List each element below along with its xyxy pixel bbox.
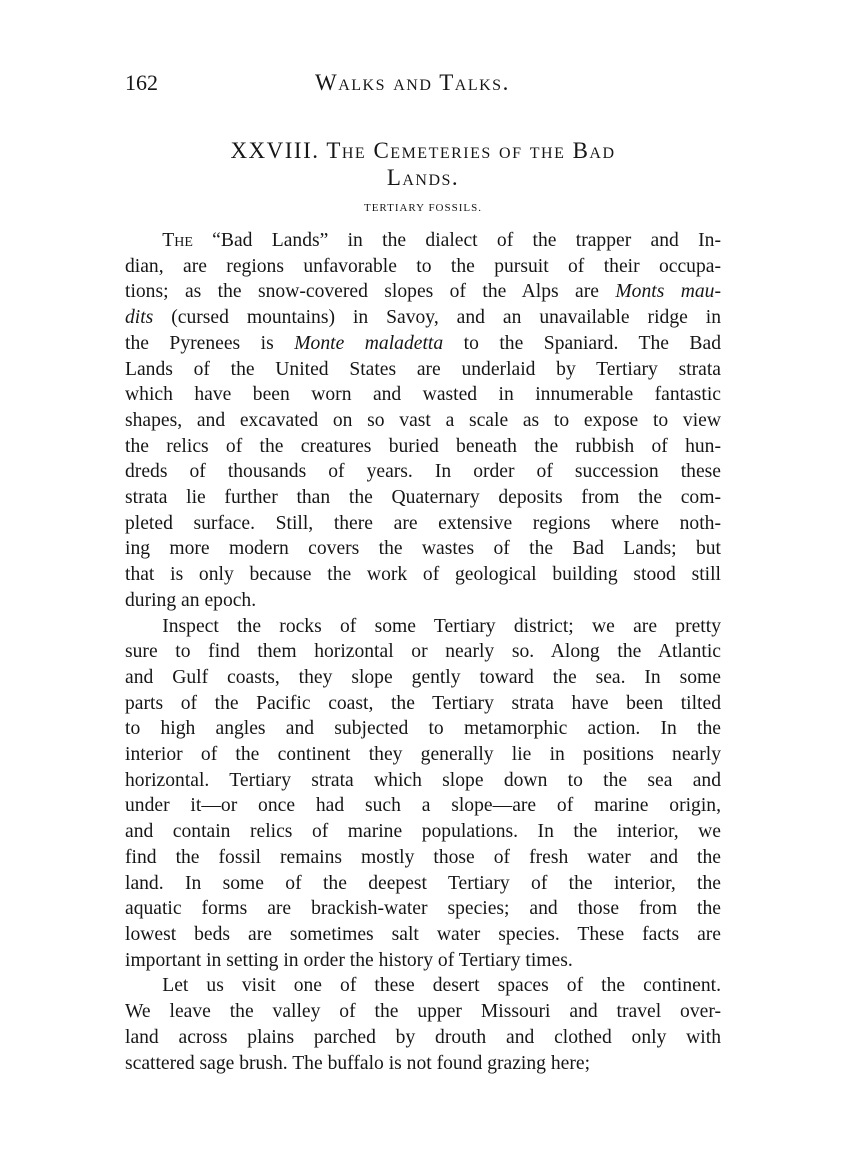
book-page [125,66,721,1076]
page-number: 162 [125,70,158,95]
text-line: shapes, and excavated on so vast a scale as to expose to view [125,409,721,431]
italic-term: Monte maladetta [294,332,444,354]
text-line: that is only because the work of geological building stood still [125,564,721,586]
text-line: sure to find them horizontal or nearly so. Along the Atlantic [125,641,721,663]
text-line: Inspect the rocks of some Tertiary district; we are pretty [162,615,721,637]
italic-term: dits [125,307,154,329]
text-line: important in setting in order the history of Tertiary times. [125,949,573,971]
text-line: tions; as the snow-covered slopes of the Alps are Monts mau- [125,281,722,303]
text-line: ing more modern covers the wastes of the Bad Lands; but [125,538,721,560]
chapter-title-line: Lands. [386,165,460,190]
text-line: scattered sage brush. The buffalo is not found grazing here; [125,1052,591,1074]
text-line: dits (cursed mountains) in Savoy, and an unavailable ridge in [125,307,721,329]
chapter-title [125,137,721,191]
text-line: The “Bad Lands” in the dialect of the trapper and In- [162,230,721,251]
text-line: Let us visit one of these desert spaces of the continent. [162,975,721,997]
running-title: Walks and Talks. [315,70,510,95]
text-line: strata lie further than the Quaternary deposits from the com- [125,487,721,509]
text-line: the relics of the creatures buried beneath the rubbish of hun- [125,435,721,457]
text-line: find the fossil remains mostly those of fresh water and the [125,846,721,868]
text-line: under it—or once had such a slope—are of marine origin, [125,795,721,817]
chapter-subtitle: TERTIARY FOSSILS. [363,202,482,214]
text-line: interior of the continent they generally lie in positions nearly [125,744,721,766]
text-line: land across plains parched by drouth and clothed only with [125,1026,721,1048]
text-line: parts of the Pacific coast, the Tertiary strata have been tilted [125,692,721,714]
text-line: and Gulf coasts, they slope gently toward the sea. In some [125,666,721,688]
paragraph [125,973,721,1076]
text-line: dian, are regions unfavorable to the pursuit of their occupa- [125,255,721,277]
text-line: which have been worn and wasted in innumerable fantastic [125,384,721,406]
body-text [125,228,721,1076]
lead-word: The [162,230,193,251]
text-line: and contain relics of marine populations. In the interior, we [125,821,721,843]
text-line: to high angles and subjected to metamorphic action. In the [125,718,721,740]
text-line: the Pyrenees is Monte maladetta to the Spaniard. The Bad [125,332,721,354]
text-line: dreds of thousands of years. In order of succession these [125,461,721,483]
paragraph [125,228,721,614]
text-line: lowest beds are sometimes salt water species. These facts are [125,923,721,945]
text-line: We leave the valley of the upper Missouri and travel over- [125,1001,721,1023]
text-line: horizontal. Tertiary strata which slope down to the sea and [125,769,721,791]
text-line: pleted surface. Still, there are extensive regions where noth- [125,512,721,534]
chapter-title-line: XXVIII. The Cemeteries of the Bad [230,138,616,163]
text-line: aquatic forms are brackish-water species; and those from the [125,898,721,920]
text-line: during an epoch. [125,589,257,611]
running-head [125,66,721,100]
text-line: land. In some of the deepest Tertiary of the interior, the [125,872,721,894]
italic-term: Monts mau- [615,281,722,303]
text-line: Lands of the United States are underlaid by Tertiary strata [125,358,721,380]
paragraph [125,614,721,974]
